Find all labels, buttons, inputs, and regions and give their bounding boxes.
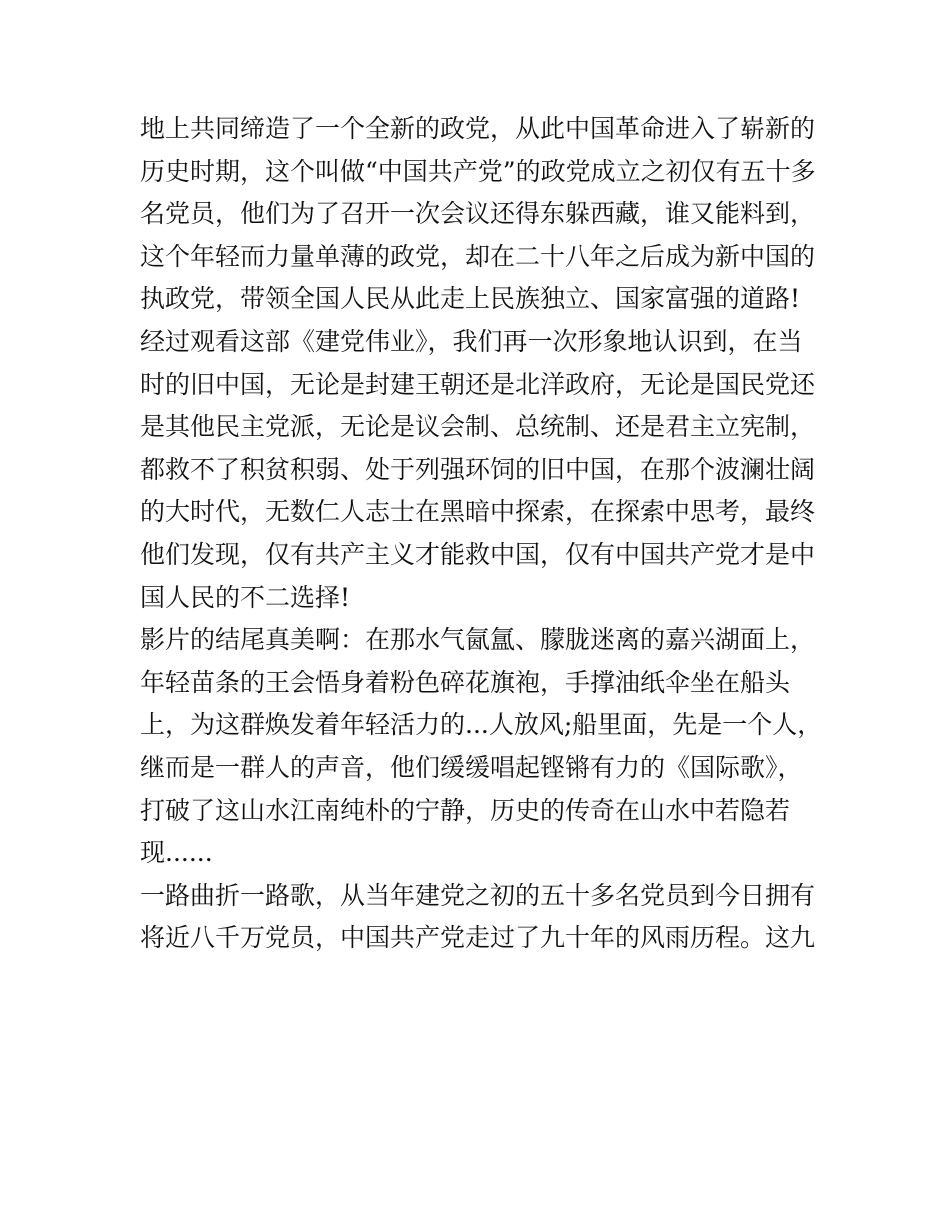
text-line: 继而是一群人的声音，他们缓缓唱起铿锵有力的《国际歌》， [140, 752, 803, 782]
text-line: 打破了这山水江南纯朴的宁静，历史的传奇在山水中若隐若 [140, 795, 791, 825]
text-line: 时的旧中国，无论是封建王朝还是北洋政府，无论是国民党还 [140, 369, 816, 399]
text-line: 国人民的不二选择! [140, 582, 351, 612]
text-line: 历史时期，这个叫做“中国共产党”的政党成立之初仅有五十多 [140, 156, 816, 186]
text-line: 年轻苗条的王会悟身着粉色碎花旗袍，手撑油纸伞坐在船头 [140, 667, 791, 697]
text-line: 经过观看这部《建党伟业》，我们再一次形象地认识到，在当 [140, 326, 803, 356]
text-line: 现...... [140, 838, 213, 868]
text-line: 名党员，他们为了召开一次会议还得东躲西藏，谁又能料到， [140, 199, 816, 229]
text-line: 这个年轻而力量单薄的政党，却在二十八年之后成为新中国的 [140, 241, 816, 271]
text-line: 是其他民主党派，无论是议会制、总统制、还是君主立宪制， [140, 412, 816, 442]
text-line: 一路曲折一路歌，从当年建党之初的五十多名党员到今日拥有 [140, 880, 816, 910]
text-line: 上，为这群焕发着年轻活力的...人放风;船里面，先是一个人， [140, 710, 823, 740]
text-line: 地上共同缔造了一个全新的政党，从此中国革命进入了崭新的 [140, 114, 816, 143]
text-line: 将近八千万党员，中国共产党走过了九十年的风雨历程。这九 [140, 923, 816, 953]
body-text [140, 108, 830, 960]
text-line: 他们发现，仅有共产主义才能救中国，仅有中国共产党才是中 [140, 539, 816, 569]
text-line: 影片的结尾真美啊：在那水气氤氲、朦胧迷离的嘉兴湖面上， [140, 625, 816, 655]
text-line: 执政党，带领全国人民从此走上民族独立、国家富强的道路! [140, 284, 801, 314]
text-line: 都救不了积贫积弱、处于列强环饲的旧中国，在那个波澜壮阔 [140, 454, 816, 484]
text-line: 的大时代，无数仁人志士在黑暗中探索，在探索中思考，最终 [140, 497, 816, 527]
